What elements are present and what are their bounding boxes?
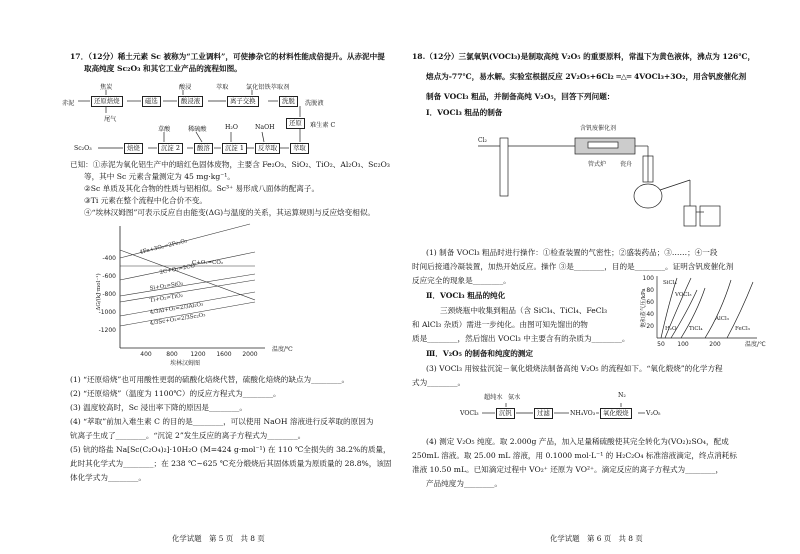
svg-text:-600: -600 bbox=[102, 273, 116, 280]
app-catalyst: 含钒废催化剂 bbox=[580, 125, 617, 132]
ellingham-xlabel: 温度/℃ bbox=[272, 346, 293, 353]
fc-box-reduce: 还原 bbox=[286, 118, 305, 129]
vp-xtick-200: 200 bbox=[709, 341, 721, 348]
q18-p2a: 三颈烧瓶中收集到粗品（含 SiCl₄、TiCl₄、FeCl₃ bbox=[440, 306, 608, 315]
q18-p1b: 时间后接通冷凝装置，加热开始反应。操作 ③是________，目的是________。证明含钒废催化剂 bbox=[412, 262, 734, 271]
line-label-co: 2C+O₂=2CO bbox=[159, 263, 196, 276]
svg-text:1200: 1200 bbox=[190, 351, 206, 358]
fc2-arrows bbox=[400, 395, 700, 435]
fc2-ammonia: 氨水 bbox=[508, 394, 521, 401]
fc-box-back-extract: 反萃取 bbox=[255, 143, 280, 154]
fc-box-precip2: 沉淀 2 bbox=[158, 143, 183, 154]
fc2-box-precip: 沉钒 bbox=[496, 408, 515, 419]
fc-box-leach: 酸浸液 bbox=[178, 96, 203, 107]
vp-ytick-100: 100 bbox=[642, 275, 654, 282]
q18-part2: Ⅱ．VOCl₃ 粗品的纯化 bbox=[426, 291, 506, 300]
svg-text:400: 400 bbox=[140, 351, 152, 358]
fc-box-ion-exchange: 离子交换 bbox=[227, 96, 259, 107]
q18-p3b: 式为________。 bbox=[412, 378, 466, 387]
ellingham-caption: 埃林汉姆图 bbox=[169, 360, 201, 367]
q18-p2c: 质是________，然后馏出 VOCl₃ 中主要含有的杂质为________。 bbox=[412, 334, 630, 343]
line-label-si: Si+O₂=SiO₂ bbox=[149, 280, 184, 292]
fc-box-acid-dissolve: 酸溶 bbox=[194, 143, 213, 154]
fc-reagent: 氯化铝铁萃取剂 bbox=[246, 84, 290, 91]
vp-label-alcl3: AlCl₃ bbox=[715, 316, 729, 322]
svg-text:-1000: -1000 bbox=[98, 309, 116, 316]
q18-intro-line1: 18.（12分）三氯氧钒(VOCl₃)是制取高纯 V₂O₅ 的重要原料，常温下为黄色液体，沸点为 126℃， bbox=[412, 52, 756, 61]
fc2-box-filter: 过滤 bbox=[534, 408, 553, 419]
fc-box-calcine: 焙烧 bbox=[124, 143, 143, 154]
q17-s5: (5) 钪的络盐 Na[Sc(C₂O₄)₂]·10H₂O (M=424 g·mol⁻¹) 在 110 ℃全损失的 38.2%的质量， bbox=[70, 445, 391, 454]
svg-text:-400: -400 bbox=[102, 255, 116, 262]
fc-box-elution: 洗脱 bbox=[279, 96, 298, 107]
svg-text:800: 800 bbox=[166, 351, 178, 358]
fc2-mid: NH₄VO₃ bbox=[570, 410, 596, 417]
app-furnace: 管式炉 bbox=[588, 161, 607, 168]
q18-p1a: (1) 制备 VOCl₃ 粗品时进行操作：①检查装置的气密性；②盛装药品；③……；④一段 bbox=[426, 248, 718, 257]
q17-known3: ④“埃林汉姆图”可表示反应自由能变(ΔG)与温度的关系，其运算规则与反应焓变相似。 bbox=[84, 208, 376, 217]
svg-text:-1200: -1200 bbox=[98, 327, 116, 334]
vp-ytick-60: 60 bbox=[646, 299, 654, 306]
fc-extract: 萃取 bbox=[216, 84, 229, 91]
fc-start: 赤泥 bbox=[62, 100, 75, 107]
vapor-pressure-chart bbox=[635, 272, 765, 352]
q18-p3a: (3) VOCl₃ 用铵盐沉淀－氧化煅烧法制备高纯 V₂O₅ 的流程如下。“氧化煅烧”的化学方程 bbox=[426, 364, 723, 373]
q18-part3: Ⅲ．V₂O₅ 的制备和纯度的测定 bbox=[426, 349, 533, 358]
q17-known2: ③Ti 元素在整个流程中化合价不变。 bbox=[84, 196, 208, 205]
q18-part1: Ⅰ．VOCl₃ 粗品的制备 bbox=[426, 108, 503, 117]
fc2-start: VOCl₃ bbox=[460, 410, 479, 417]
line-label-co2: C+O₂=CO₂ bbox=[192, 260, 224, 266]
vp-ytick-80: 80 bbox=[646, 287, 654, 294]
fc2-end: V₂O₅ bbox=[646, 410, 661, 417]
svg-text:1600: 1600 bbox=[216, 351, 232, 358]
right-page bbox=[400, 0, 800, 554]
fc-vitamin-c: 难生素 C bbox=[310, 122, 336, 129]
fc2-water: 超纯水 bbox=[484, 394, 503, 401]
line-label-sc: 4/3Sc+O₂=2/3Sc₂O₃ bbox=[149, 312, 206, 327]
svg-text:-800: -800 bbox=[102, 291, 116, 298]
vp-xlabel: 温度/℃ bbox=[745, 341, 766, 348]
fc-eluent: 洗脱液 bbox=[305, 100, 324, 107]
q17-s1: (1) “还原焙烧”也可用酸性更弱的硫酸化焙烧代替，硫酸化焙烧的缺点为________。 bbox=[70, 375, 350, 384]
app-boat: 瓷舟 bbox=[620, 161, 633, 168]
fc-box-extract: 萃取 bbox=[290, 143, 309, 154]
q18-p1c: 反应完全的现象是________。 bbox=[412, 276, 511, 285]
q18-intro-line2: 熔点为-77℃，易水解。实验室根据反应 2V₂O₅+6Cl₂ ═△═ 4VOCl₃+3O₂，用含钒废催化剂 bbox=[426, 72, 747, 81]
q17-s5b: 此时其化学式为________；在 238 ℃~625 ℃充分煅烧后其固体质量为原质量的 28.8%，该固 bbox=[70, 459, 392, 468]
fc-arrows bbox=[0, 0, 400, 170]
q17-s2: (2) “还原焙烧”（温度为 1100℃）的反应方程式为________。 bbox=[70, 389, 281, 398]
vp-xtick-100: 100 bbox=[677, 341, 689, 348]
app-cl2: Cl₂ bbox=[478, 137, 487, 144]
fc-box-precip1: 沉淀 1 bbox=[222, 143, 247, 154]
vp-label-fecl3: FeCl₃ bbox=[735, 326, 750, 332]
q18-intro-line3: 制备 VOCl₃ 粗品，并制备高纯 V₂O₅，回答下列问题： bbox=[426, 92, 615, 101]
fc-acid: 酸浸 bbox=[179, 84, 192, 91]
apparatus-diagram bbox=[460, 120, 720, 230]
line-label-al: 4/3Al+O₂=2/3Al₂O₃ bbox=[149, 301, 204, 316]
vp-label-sicl4: SiCl₄ bbox=[663, 280, 677, 286]
vp-label-ticl4: TiCl₄ bbox=[689, 326, 703, 332]
svg-text:2000: 2000 bbox=[242, 351, 258, 358]
q17-s5c: 体化学式为________。 bbox=[70, 473, 146, 482]
fc2-box-calcine: 氧化煅烧 bbox=[600, 408, 632, 419]
vp-xtick-50: 50 bbox=[657, 341, 665, 348]
footer-left: 化学试题 第 5 页 共 8 页 bbox=[172, 534, 265, 543]
q17-intro-line2: 取高纯度 Sc₂O₃ 和其它工业产品的流程如图。 bbox=[84, 64, 242, 73]
fc-box-magnetic: 磁选 bbox=[142, 96, 161, 107]
q18-p4a: (4) 测定 V₂O₅ 纯度。取 2.000g 产品，加入足量稀硫酸使其完全转化为(VO₂)₂SO₄，配成 bbox=[426, 437, 729, 446]
fc-oxalic: 草酸 bbox=[158, 126, 171, 133]
fc-product: Sc₂O₃ bbox=[74, 145, 92, 152]
ellingham-ylabel: ΔG/(kJ·mol⁻¹) bbox=[96, 273, 102, 311]
fc2-n2: N₂ bbox=[618, 392, 626, 399]
vp-label-h2o: H₂O bbox=[665, 326, 677, 332]
fc-sulfuric: 稀硫酸 bbox=[188, 126, 207, 133]
q17-s3: (3) 温度较高时，Sc 浸出率下降的原因是________。 bbox=[70, 403, 247, 412]
fc-h2o: H₂O bbox=[225, 124, 238, 131]
fc-coke: 焦炭 bbox=[100, 84, 113, 91]
q17-known1: ②Sc 单质及其化合物的性质与铝相似。Sc³⁺ 易形成八面体的配离子。 bbox=[84, 184, 320, 193]
q17-intro-line1: 17．（12分）稀土元素 Sc 被称为“工业调料”，可使掺杂它的材料性能成倍提升。从赤泥中提 bbox=[70, 52, 385, 61]
fc-tailgas: 尾气 bbox=[104, 116, 117, 123]
vp-ylabel: 饱和蒸气压/kPa bbox=[641, 288, 647, 328]
vp-ytick-40: 40 bbox=[646, 311, 654, 318]
footer-right: 化学试题 第 6 页 共 8 页 bbox=[550, 534, 643, 543]
line-label-ti: Ti+O₂=TiO₂ bbox=[149, 292, 184, 304]
q17-known0: 已知：①赤泥为氧化铝生产中的暗红色固体废物，主要含 Fe₂O₃、SiO₂、TiO₂、Al₂O₃、Sc₂O₃ bbox=[70, 160, 390, 169]
fc-naoh: NaOH bbox=[255, 124, 275, 131]
q17-known0b: 等，其中 Sc 元素含量测定为 45 mg·kg⁻¹。 bbox=[84, 172, 235, 181]
q18-p4b: 250mL 溶液。取 25.00 mL 溶液，用 0.1000 mol·L⁻¹ 的 H₂C₂O₄ 标准溶液滴定，终点消耗标 bbox=[412, 451, 737, 460]
q17-s4b: 钪离子生成了________。“沉淀 2”发生反应的离子方程式为________。 bbox=[70, 431, 306, 440]
q18-p2b: 和 AlCl₃ 杂质）需进一步纯化。由图可知先馏出的物 bbox=[412, 320, 588, 329]
line-label-fe: 4Fe+3O₂=2Fe₂O₃ bbox=[139, 238, 188, 256]
q18-p4d: 产品纯度为________。 bbox=[426, 479, 502, 488]
vp-label-vocl3: VOCl₃ bbox=[675, 292, 692, 298]
fc-box-roast: 还原焙烧 bbox=[91, 96, 123, 107]
vp-ytick-20: 20 bbox=[646, 323, 654, 330]
ellingham-diagram bbox=[90, 222, 320, 367]
q18-p4c: 准液 10.50 mL。已知滴定过程中 VO₂⁺ 还原为 VO²⁺。滴定反应的离子方程式为________， bbox=[412, 465, 724, 474]
q17-s4: (4) “萃取”前加入难生素 C 的目的是________，可以使用 NaOH 溶液进行反萃取的原因为 bbox=[70, 417, 374, 426]
